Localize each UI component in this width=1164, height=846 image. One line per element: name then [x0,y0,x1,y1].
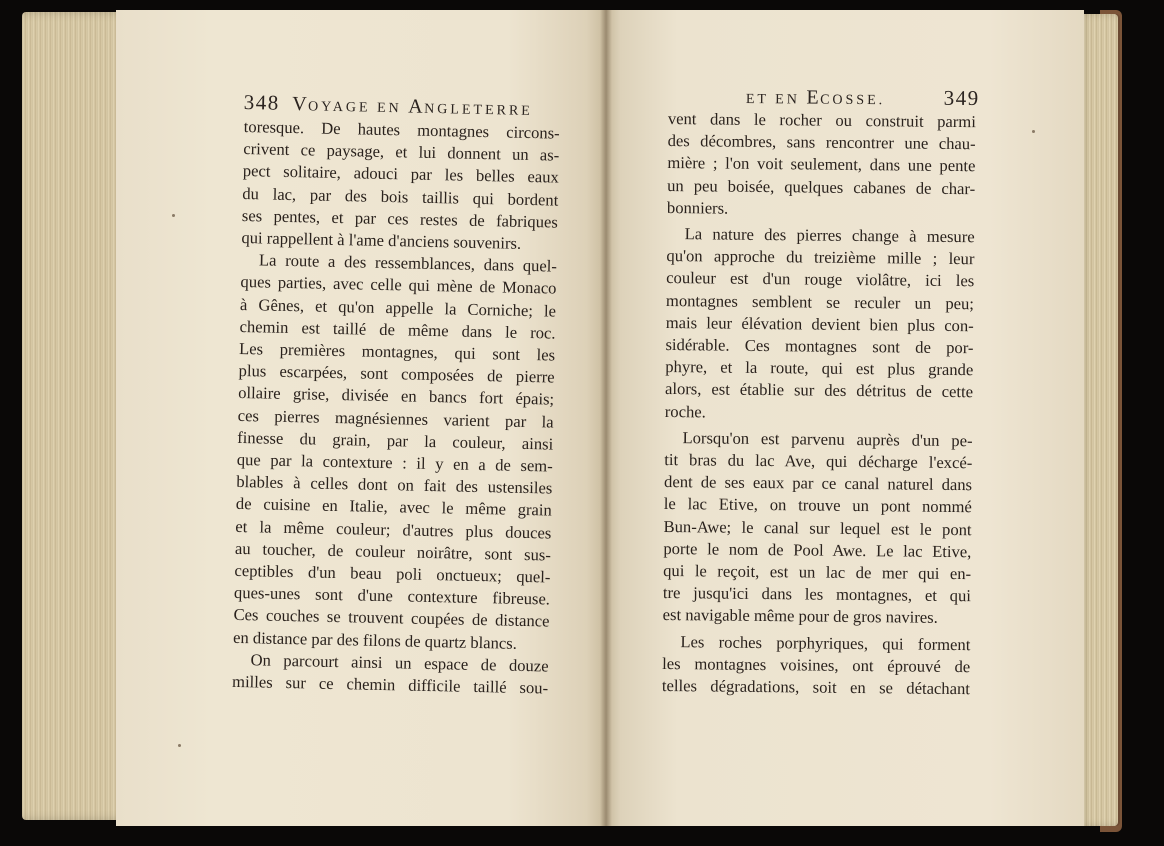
right-running-header [746,84,980,111]
header-initial: E [806,86,821,109]
text-line: mière ; l'on voit seulement, dans une pente [667,153,976,176]
text-line: blables à celles dont on fait des ustensiles [236,472,553,498]
text-line: Les roches porphyriques, qui forment [680,631,971,654]
text-line: qui rappellent à l'ame d'anciens souvenirs. [241,227,522,253]
text-line: Bun-Awe; le canal sur lequel est le pont [663,516,972,539]
text-line: en distance par des filons de quartz blancs. [232,627,518,653]
text-line: ses pentes, et par ces restes de fabriques [241,205,559,232]
text-line: et la même couleur; d'autres plus douces [235,516,552,543]
header-text: COSSE. [820,92,886,109]
header-text: NGLETERRE [423,101,533,120]
text-line: un peu boisée, quelques cabanes de char- [667,175,976,198]
text-line: du lac, par des bois taillis qui bordent [242,183,559,210]
text-line: vent dans le rocher ou construit parmi [667,108,976,132]
paper-speck [172,214,175,217]
text-line: ques-unes sont d'une contexture fibreuse. [233,583,551,609]
text-line: au toucher, de couleur noirâtre, sont sus- [234,538,552,565]
text-line: Les premières montagnes, qui sont les [238,338,556,365]
right-page-number: 349 [943,85,980,111]
text-line: le lac Etive, on trouve un pont nommé [663,494,972,517]
text-line: plus escarpées, sont composées de pierre [238,361,555,387]
text-line: On parcourt ainsi un espace de douze [250,650,549,676]
text-line: chemin est taillé de même dans le roc. [239,316,556,343]
text-line: alors, est établie sur des détritus de cette [664,379,974,402]
text-line: les montagnes voisines, ont éprouvé de [662,653,971,677]
text-line: La route a des ressemblances, dans quel- [258,250,558,276]
text-line: La nature des pierres change à mesure [684,224,975,247]
text-line: ceptibles d'un beau poli onctueux; quel- [234,560,551,587]
text-line: ces pierres magnésiennes varient par la [237,405,554,432]
right-page-body [662,108,976,700]
text-line: roche. [664,401,706,422]
text-line: milles sur ce chemin difficile taillé sou- [231,671,549,698]
header-text: ET EN [745,91,807,108]
text-line: phyre, et la route, qui est plus grande [665,357,974,380]
text-line: pect solitaire, adouci par les belles eaux [242,161,559,188]
paper-speck [178,744,181,747]
text-line: porte le nom de Pool Awe. Le lac Etive, [663,538,972,562]
text-line: qu'on approche du treizième mille ; leur [666,246,975,269]
text-line: est navigable même pour de gros navires. [662,605,938,628]
text-line: tre jusqu'ici dans les montagnes, et qui [662,583,972,606]
paper-speck [1032,130,1035,133]
text-line: sidérable. Ces montagnes sont de por- [665,335,974,358]
text-line: Lorsqu'on est parvenu auprès d'un pe- [682,428,973,451]
left-page-body [232,116,560,700]
text-line: mais leur élévation devient bien plus con- [665,312,974,336]
text-line: crivent ce paysage, et lui donnent un as- [243,139,560,165]
text-line: à Gênes, et qu'on appelle la Corniche; le [239,294,557,321]
text-line: montagnes semblent se reculer un peu; [665,290,975,313]
header-text: OYAGE EN [307,99,409,117]
text-line: ollaire grise, divisée en bancs fort épais; [238,383,555,409]
text-line: telles dégradations, soit en se détachant [661,676,971,699]
text-line: des décombres, sans rencontrer une chau- [667,131,976,154]
text-line: toresque. De hautes montagnes circons- [243,116,560,143]
text-line: couleur est d'un rouge violâtre, ici les [666,268,975,291]
header-initial: V [291,93,309,116]
text-line: de cuisine en Italie, avec le même grain [235,494,553,520]
text-line: tit bras du lac Ave, qui décharge l'excé- [664,450,973,473]
left-page-number: 348 [243,90,280,115]
text-line: Ces couches se trouvent coupées de distance [233,605,550,631]
right-page-edges [1078,14,1118,826]
text-line: finesse du grain, par la couleur, ainsi [237,427,554,454]
book-gutter [600,10,612,826]
text-line: que par la contexture : il y en a de sem- [236,449,553,476]
text-line: dent de ses eaux par ce canal naturel dans [663,472,973,495]
text-line: qui le reçoit, est un lac de mer qui en- [663,561,972,584]
text-line: ques parties, avec celle qui mène de Monaco [240,272,557,299]
header-initial: A [408,95,425,118]
text-line: bonniers. [666,197,729,218]
